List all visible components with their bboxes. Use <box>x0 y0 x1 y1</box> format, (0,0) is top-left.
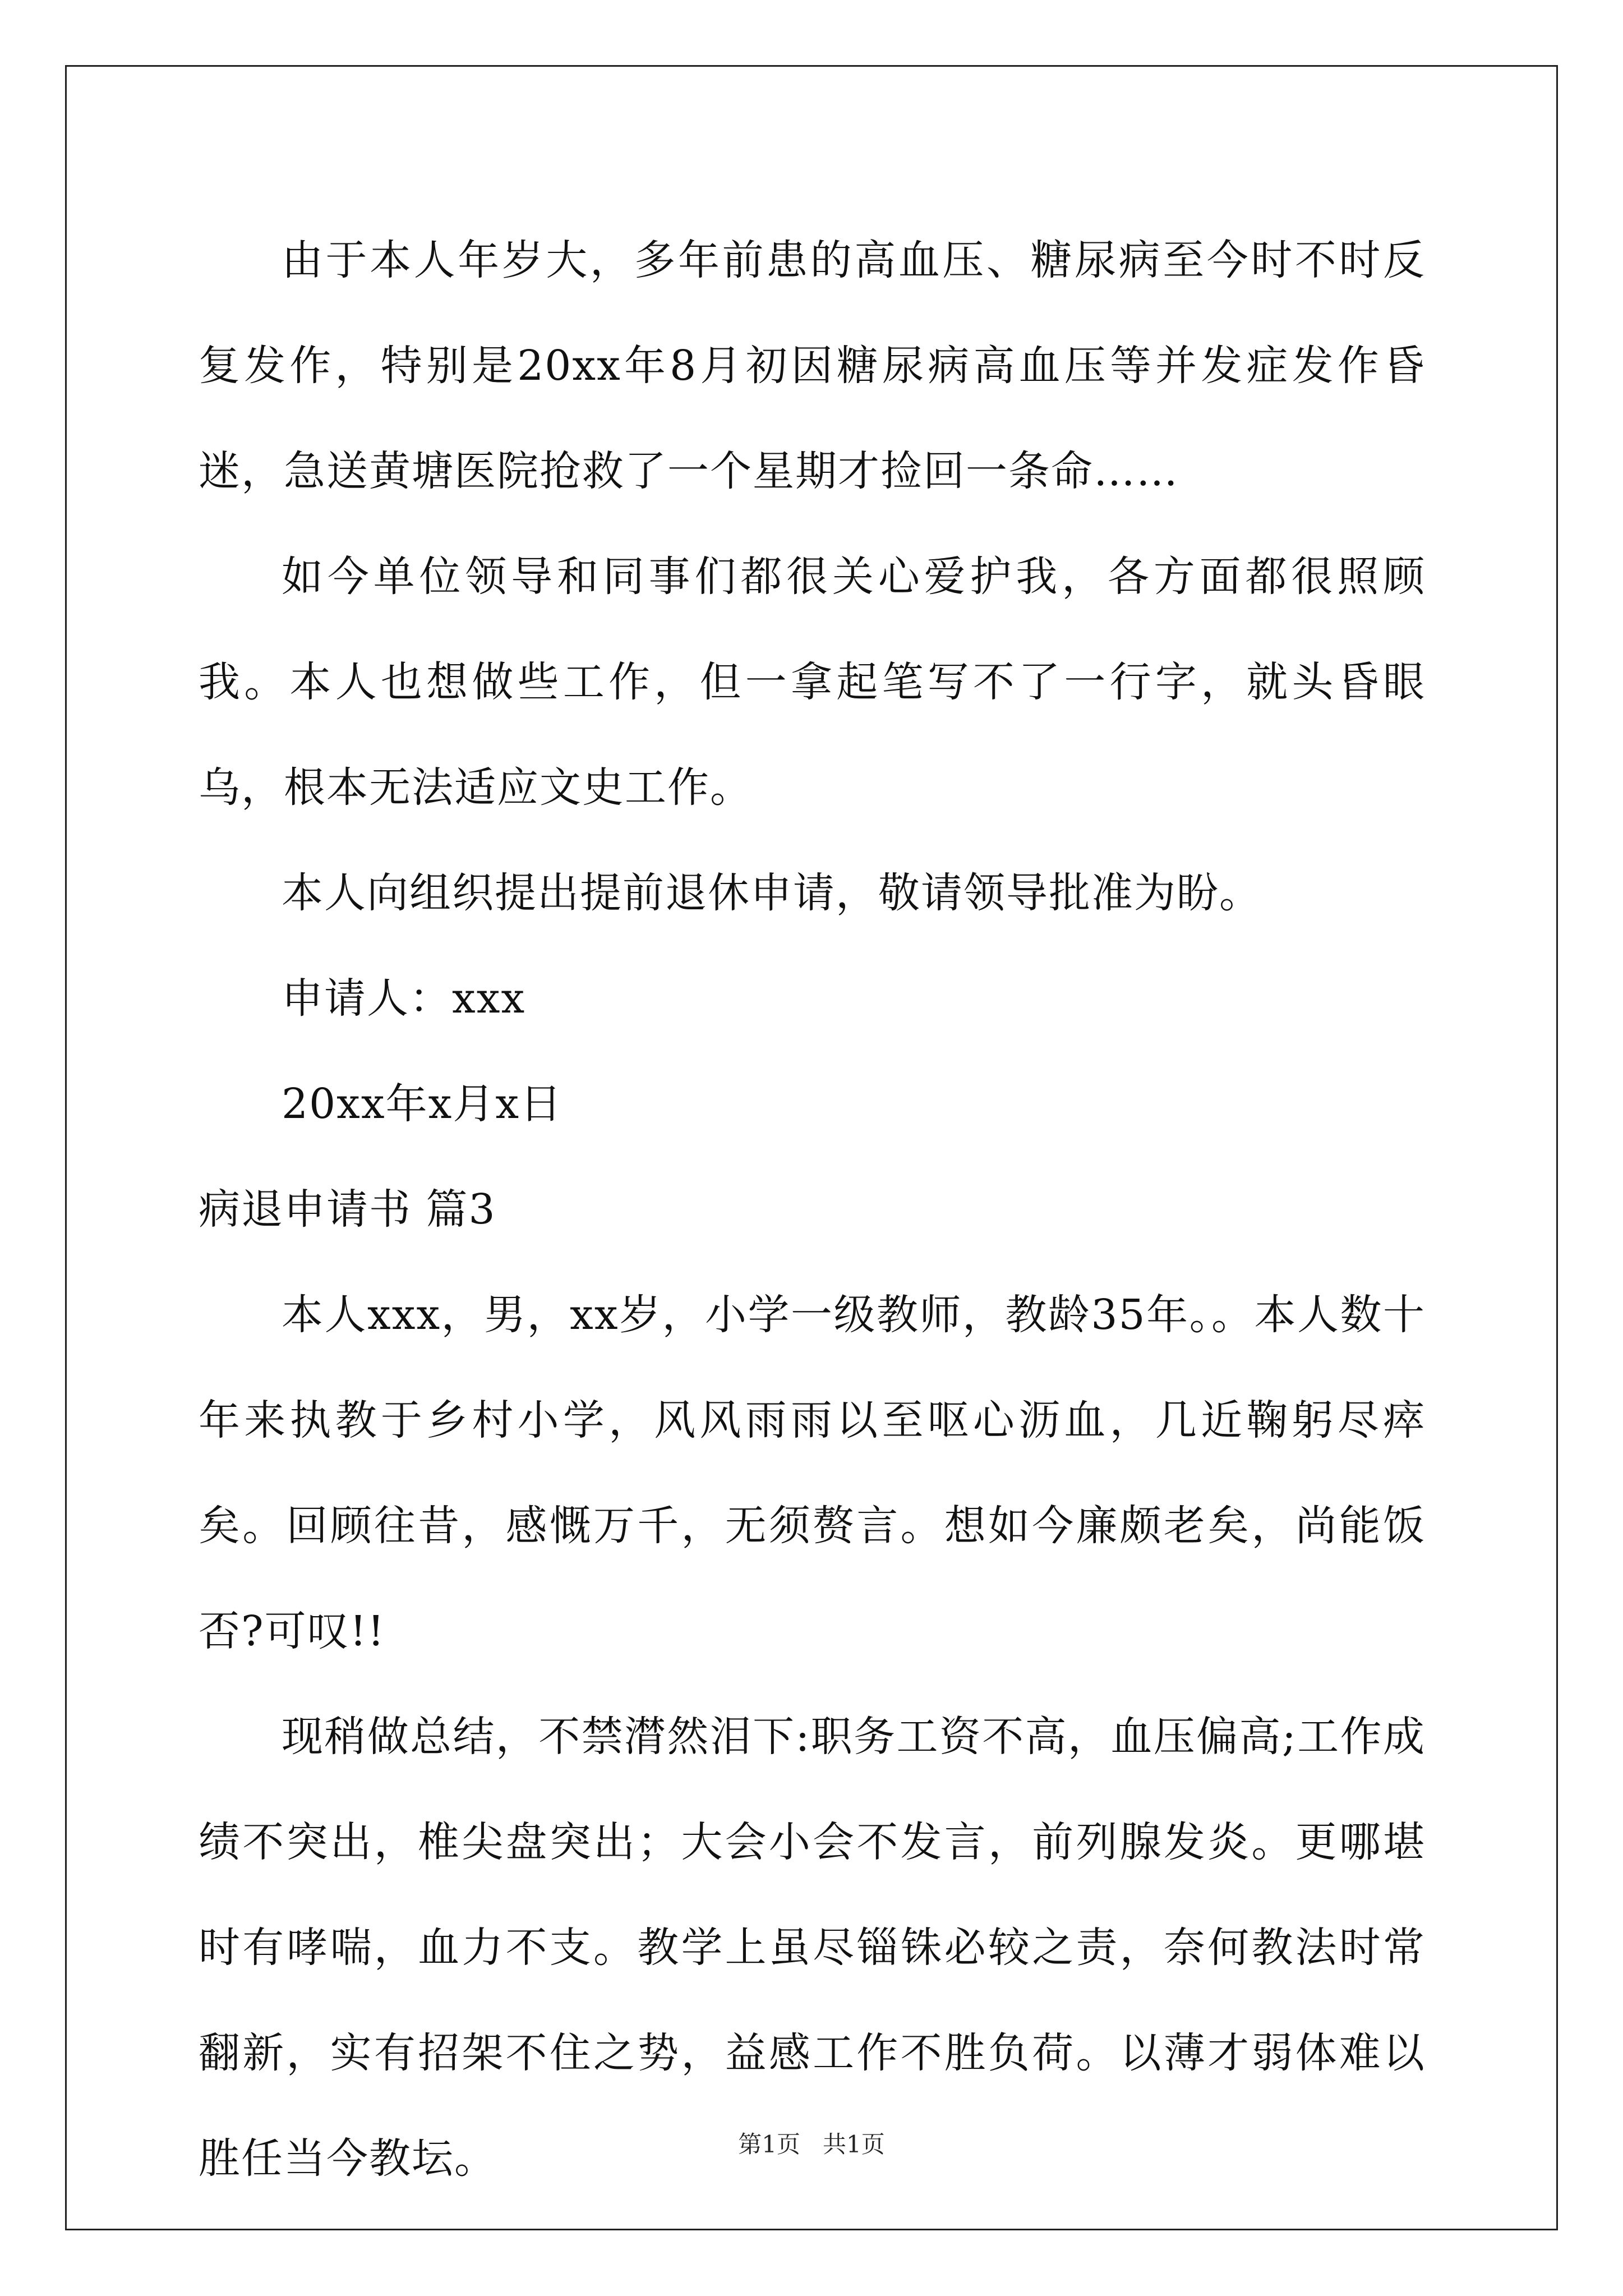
document-body <box>199 208 1426 2211</box>
paragraph-retirement-request: 本人向组织提出提前退休申请，敬请领导批准为盼。 <box>282 869 1262 917</box>
paragraph-health-summary: 现稍做总结，不禁潸然泪下:职务工资不高，血压偏高;工作成绩不突出，椎尖盘突出；大会小会不发言，前列腺发炎。更哪堪时有哮喘，血力不支。教学上虽尽锱铢必较之责，奈何教法时常翻新，实有招架不住之势，益感工作不胜负荷。以薄才弱体难以胜任当今教坛。 <box>199 1713 1426 2183</box>
paragraph-work-difficulty: 如今单位领导和同事们都很关心爱护我，各方面都很照顾我。本人也想做些工作，但一拿起笔写不了一行字，就头昏眼乌，根本无法适应文史工作。 <box>199 553 1426 812</box>
paragraph-illness-history: 由于本人年岁大，多年前患的高血压、糖尿病至今时不时反复发作，特别是20xx年8月初因糖尿病高血压等并发症发作昏迷，急送黄塘医院抢救了一个星期才捡回一条命…… <box>199 236 1426 495</box>
page-number-footer: 第1页 共1页 <box>738 2131 885 2158</box>
section-title: 病退申请书 篇3 <box>199 1185 496 1234</box>
paragraph-teacher-introduction: 本人xxx，男，xx岁，小学一级教师，教龄35年。。本人数十年来执教于乡村小学，风风雨雨以至呕心沥血，几近鞠躬尽瘁矣。回顾往昔，感慨万千，无须赘言。想如今廉颇老矣，尚能饭否?可叹!! <box>199 1291 1426 1655</box>
applicant-signature: 申请人：xxx <box>282 974 526 1023</box>
application-date: 20xx年x月x日 <box>282 1080 563 1128</box>
